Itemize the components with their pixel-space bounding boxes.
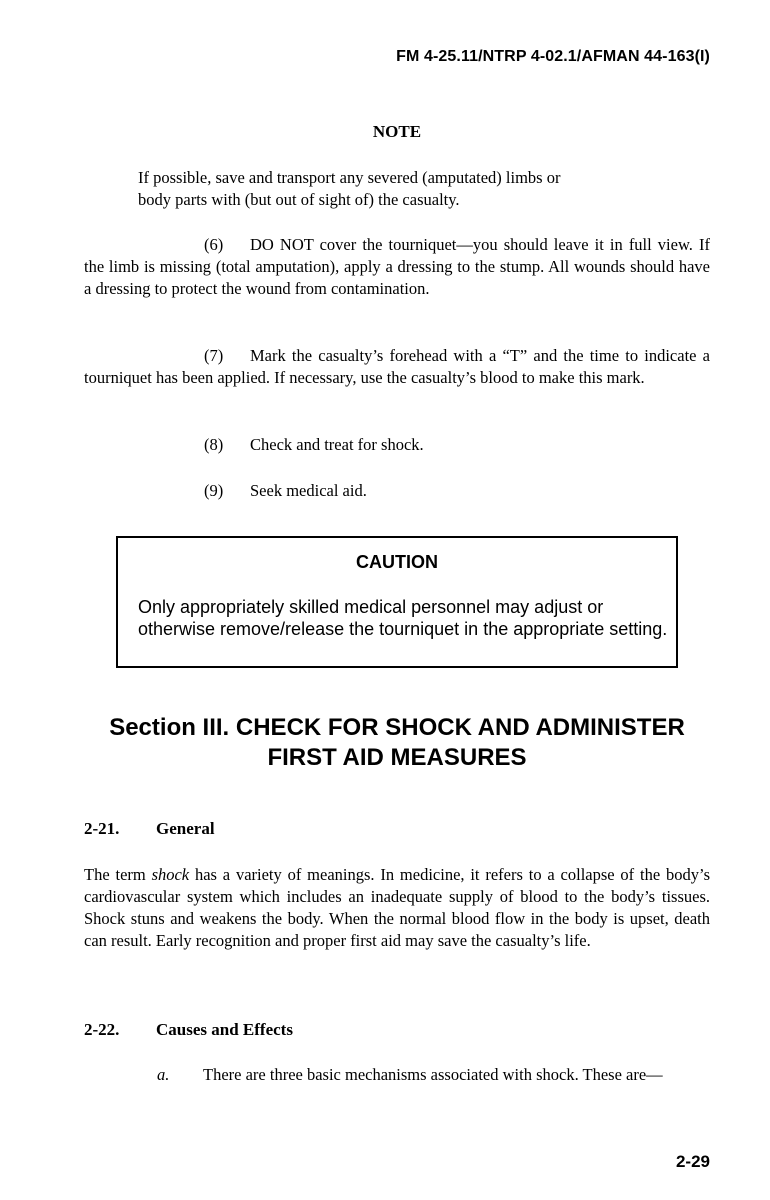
caution-title: CAUTION (356, 552, 438, 572)
section-title (0, 713, 770, 773)
step-number: (9) (204, 481, 224, 500)
document-header: FM 4-25.11/NTRP 4-02.1/AFMAN 44-163(I) (396, 48, 710, 65)
paragraph-title: Causes and Effects (156, 1020, 293, 1039)
causes-paragraph (84, 1064, 710, 1086)
subparagraph-label: a. (157, 1065, 170, 1084)
step-text: Seek medical aid. (250, 481, 367, 500)
paragraph-heading-2-21 (84, 819, 215, 839)
step-9-item (204, 480, 367, 502)
paragraph-number: 2-22. (84, 1020, 120, 1039)
step-text: DO NOT cover the tourniquet—you should leave it in full view. If the limb is missing (total amputation), apply a dressing to the stump. All wounds should have a dressing to protect the wound from contamination. (84, 235, 710, 298)
note-title: NOTE (372, 122, 422, 141)
paragraph-text: There are three basic mechanisms associated with shock. These are— (203, 1065, 663, 1084)
step-number: (6) (204, 235, 224, 254)
caution-body: Only appropriately skilled medical personnel may adjust or otherwise remove/release the tourniquet in the appropriate setting. (138, 597, 668, 639)
step-7-paragraph (84, 345, 710, 389)
note-line: If possible, save and transport any severed (amputated) limbs or (138, 168, 561, 187)
step-text: Mark the casualty’s forehead with a “T” and the time to indicate a tourniquet has been applied. If necessary, use the casualty’s blood to make this mark. (84, 346, 710, 387)
paragraph-heading-2-22 (84, 1020, 293, 1040)
step-text: Check and treat for shock. (250, 435, 424, 454)
step-6-paragraph (84, 234, 710, 300)
paragraph-number: 2-21. (84, 819, 120, 838)
term-shock: shock (151, 865, 190, 884)
note-line: body parts with (but out of sight of) the casualty. (138, 190, 460, 209)
paragraph-title: General (156, 819, 215, 838)
paragraph-text: The term (84, 865, 152, 884)
section-title-line: Section III. CHECK FOR SHOCK AND ADMINISTER (109, 714, 685, 741)
step-number: (7) (204, 346, 224, 365)
step-8-item (204, 434, 424, 456)
section-title-line: FIRST AID MEASURES (267, 744, 527, 771)
step-number: (8) (204, 435, 224, 454)
paragraph-text: has a variety of meanings. In medicine, it refers to a collapse of the body’s cardiovascular system which includes an inadequate supply of blood to the body’s tissues. Shock stuns and weakens the body. When the normal blood flow in the body is upset, death can result. Early recognition and proper first aid may save the casualty’s life. (84, 865, 710, 950)
page-number: 2-29 (675, 1152, 710, 1171)
general-paragraph (84, 864, 710, 952)
caution-box (116, 536, 678, 668)
note-body (138, 167, 678, 211)
